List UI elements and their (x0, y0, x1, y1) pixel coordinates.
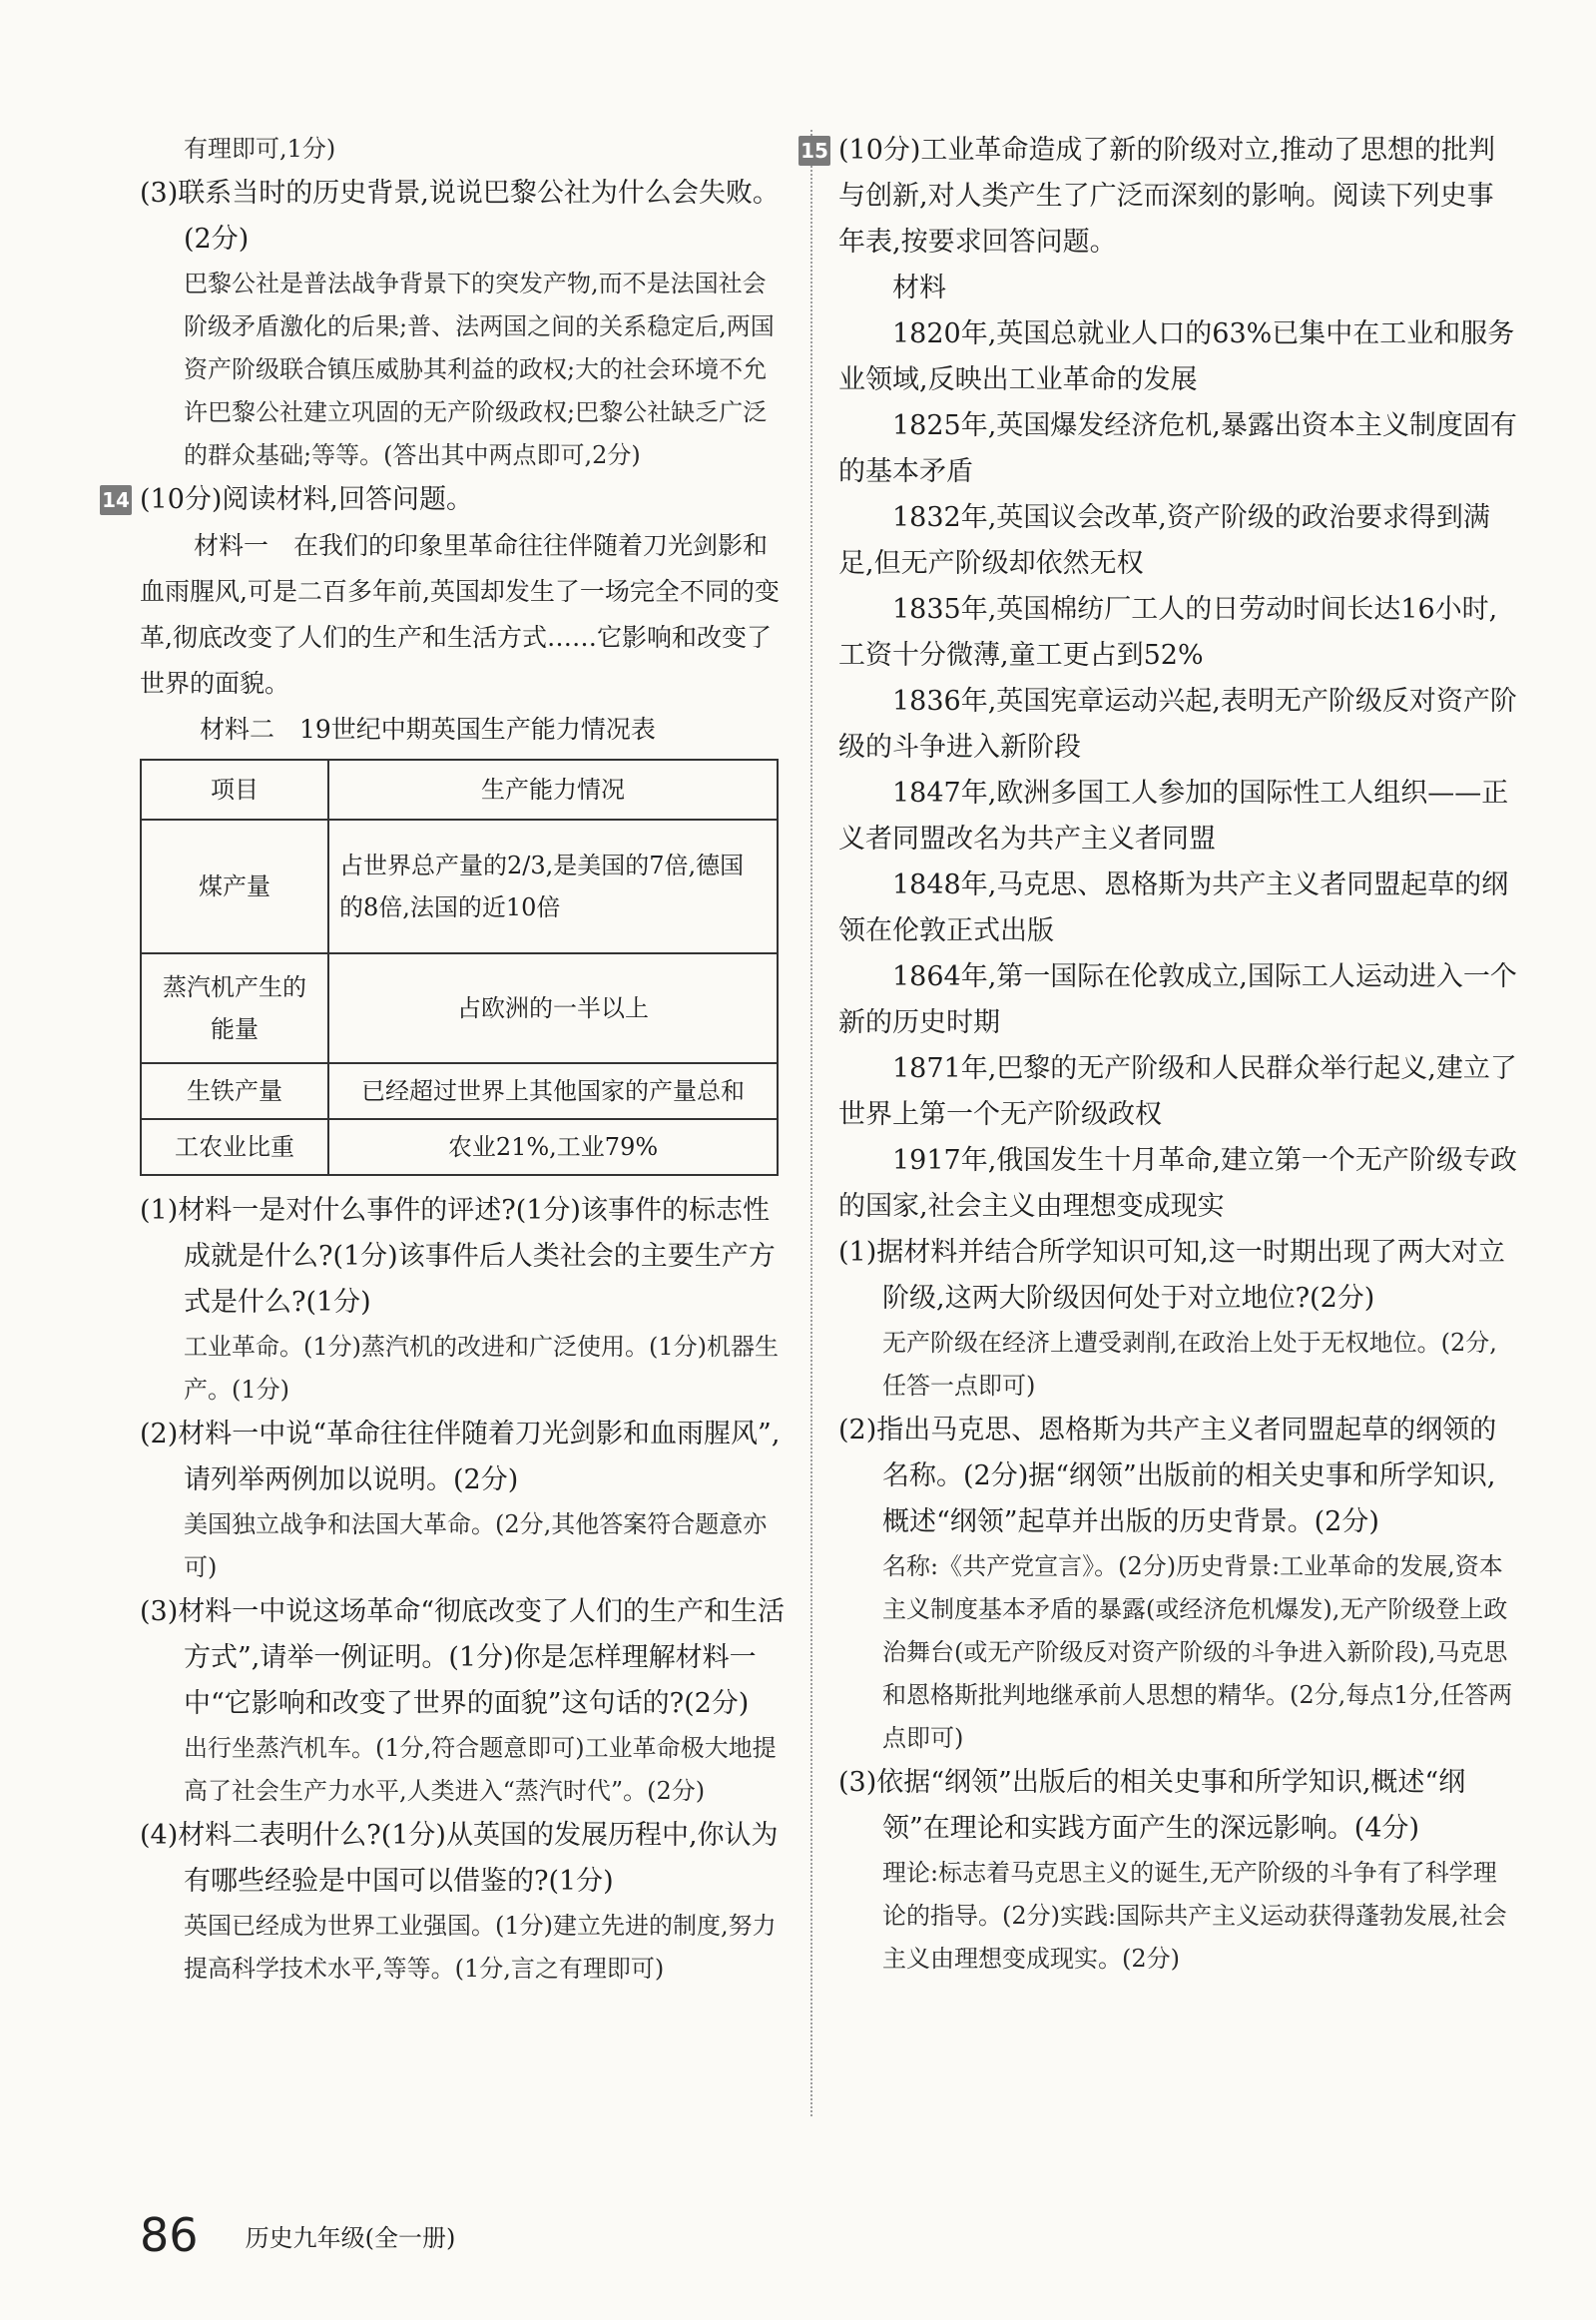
q15-2-question: (2)指出马克思、恩格斯为共产主义者同盟起草的纲领的名称。(2分)据“纲领”出版前的相关史事和所学知识,概述“纲领”起草并出版的历史背景。(2分) (838, 1415, 1497, 1537)
q15-1-answer: 无产阶级在经济上遭受剥削,在政治上处于无权地位。(2分,任答一点即可) (882, 1329, 1497, 1400)
column-divider (810, 130, 812, 2116)
q15-header (800, 128, 1517, 266)
timeline-item: 1848年,马克思、恩格斯为共产主义者同盟起草的纲领在伦敦正式出版 (838, 870, 1509, 946)
production-table (140, 759, 779, 1176)
table-cell-value: 占欧洲的一半以上 (328, 953, 778, 1063)
q14-4-question: (4)材料二表明什么?(1分)从英国的发展历程中,你认为有哪些经验是中国可以借鉴的?(1分) (140, 1820, 779, 1897)
timeline-item: 1871年,巴黎的无产阶级和人民群众举行起义,建立了世界上第一个无产阶级政权 (838, 1053, 1517, 1130)
timeline-item: 1825年,英国爆发经济危机,暴露出资本主义制度固有的基本矛盾 (838, 410, 1517, 487)
timeline-item: 1864年,第一国际在伦敦成立,国际工人运动进入一个新的历史时期 (838, 961, 1517, 1038)
q14-1-answer: 工业革命。(1分)蒸汽机的改进和广泛使用。(1分)机器生产。(1分) (184, 1333, 779, 1404)
table-cell-value: 农业21%,工业79% (328, 1119, 778, 1175)
q14-number-badge: 14 (100, 485, 132, 515)
q15-3-question: (3)依据“纲领”出版后的相关史事和所学知识,概述“纲领”在理论和实践方面产生的深远影响。(4分) (838, 1767, 1466, 1844)
table-cell-item: 蒸汽机产生的能量 (141, 953, 328, 1063)
timeline-item: 1835年,英国棉纺厂工人的日劳动时间长达16小时,工资十分微薄,童工更占到52% (838, 594, 1498, 671)
q14-2-answer: 美国独立战争和法国大革命。(2分,其他答案符合题意亦可) (184, 1510, 768, 1581)
table-cell-item: 煤产量 (141, 820, 328, 953)
q15-number-badge: 15 (798, 136, 830, 166)
table-cell-item: 工农业比重 (141, 1119, 328, 1175)
q14-3-question: (3)材料一中说这场革命“彻底改变了人们的生产和生活方式”,请举一例证明。(1分)你是怎样理解材料一中“它影响和改变了世界的面貌”这句话的?(2分) (140, 1596, 786, 1719)
timeline-item: 1836年,英国宪章运动兴起,表明无产阶级反对资产阶级的斗争进入新阶段 (838, 686, 1517, 763)
table-row (141, 820, 778, 953)
q13-3-answer: 巴黎公社是普法战争背景下的突发产物,而不是法国社会阶级矛盾激化的后果;普、法两国之间的关系稳定后,两国资产阶级联合镇压威胁其利益的政权;大的社会环境不允许巴黎公社建立巩固的无产阶级政权;巴黎公社缺乏广泛的群众基础;等等。(答出其中两点即可,2分) (184, 270, 775, 469)
q15-intro: (10分)工业革命造成了新的阶级对立,推动了思想的批判与创新,对人类产生了广泛而深刻的影响。阅读下列史事年表,按要求回答问题。 (838, 135, 1496, 258)
timeline-item: 1917年,俄国发生十月革命,建立第一个无产阶级专政的国家,社会主义由理想变成现实 (838, 1145, 1517, 1222)
right-column (800, 128, 1517, 1981)
q14-intro: (10分)阅读材料,回答问题。 (140, 484, 474, 515)
table-row (141, 953, 778, 1063)
q14-2-question: (2)材料一中说“革命往往伴随着刀光剑影和血雨腥风”,请列举两例加以说明。(2分) (140, 1419, 781, 1495)
page-footer (140, 2208, 455, 2268)
table-header-row (141, 760, 778, 820)
table-cell-value: 已经超过世界上其他国家的产量总和 (328, 1063, 778, 1119)
timeline-item: 1820年,英国总就业人口的63%已集中在工业和服务业领域,反映出工业革命的发展 (838, 318, 1515, 395)
q15-3-answer: 理论:标志着马克思主义的诞生,无产阶级的斗争有了科学理论的指导。(2分)实践:国际共产主义运动获得蓬勃发展,社会主义由理想变成现实。(2分) (882, 1859, 1507, 1973)
q15-2-answer: 名称:《共产党宣言》。(2分)历史背景:工业革命的发展,资本主义制度基本矛盾的暴露(或经济危机爆发),无产阶级登上政治舞台(或无产阶级反对资产阶级的斗争进入新阶段),马克思和恩格斯批判地继承前人思想的精华。(2分,每点1分,任答两点即可) (882, 1552, 1513, 1752)
book-title: 历史九年级(全一册) (245, 2223, 456, 2252)
table-row (141, 1119, 778, 1175)
table-cell-value: 占世界总产量的2/3,是美国的7倍,德国的8倍,法国的近10倍 (328, 820, 778, 953)
page-number: 86 (140, 2208, 199, 2262)
q13-3-question: (3)联系当时的历史背景,说说巴黎公社为什么会失败。(2分) (140, 178, 780, 255)
timeline-item: 1847年,欧洲多国工人参加的国际性工人组织——正义者同盟改名为共产主义者同盟 (838, 778, 1509, 855)
table-row (141, 1063, 778, 1119)
q14-1-question: (1)材料一是对什么事件的评述?(1分)该事件的标志性成就是什么?(1分)该事件后人类社会的主要生产方式是什么?(1分) (140, 1195, 776, 1318)
q15-1-question: (1)据材料并结合所学知识可知,这一时期出现了两大对立阶级,这两大阶级因何处于对立地位?(2分) (838, 1237, 1505, 1314)
table-header-value: 生产能力情况 (328, 760, 778, 820)
q13-tail-answer: 有理即可,1分) (184, 135, 336, 163)
table-header-item: 项目 (141, 760, 328, 820)
q14-3-answer: 出行坐蒸汽机车。(1分,符合题意即可)工业革命极大地提高了社会生产力水平,人类进入“蒸汽时代”。(2分) (184, 1734, 777, 1805)
material-2-title: 材料二 19世纪中期英国生产能力情况表 (200, 715, 656, 744)
timeline-item: 1832年,英国议会改革,资产阶级的政治要求得到满足,但无产阶级却依然无权 (838, 502, 1490, 579)
left-column (102, 128, 787, 1991)
material-label: 材料 (892, 273, 946, 303)
q14-4-answer: 英国已经成为世界工业强国。(1分)建立先进的制度,努力提高科学技术水平,等等。(1分,言之有理即可) (184, 1912, 777, 1983)
material-1: 材料一 在我们的印象里革命往往伴随着刀光剑影和血雨腥风,可是二百多年前,英国却发生了一场完全不同的变革,彻底改变了人们的生产和生活方式……它影响和改变了世界的面貌。 (140, 531, 780, 698)
table-cell-item: 生铁产量 (141, 1063, 328, 1119)
q14-header (102, 477, 787, 523)
